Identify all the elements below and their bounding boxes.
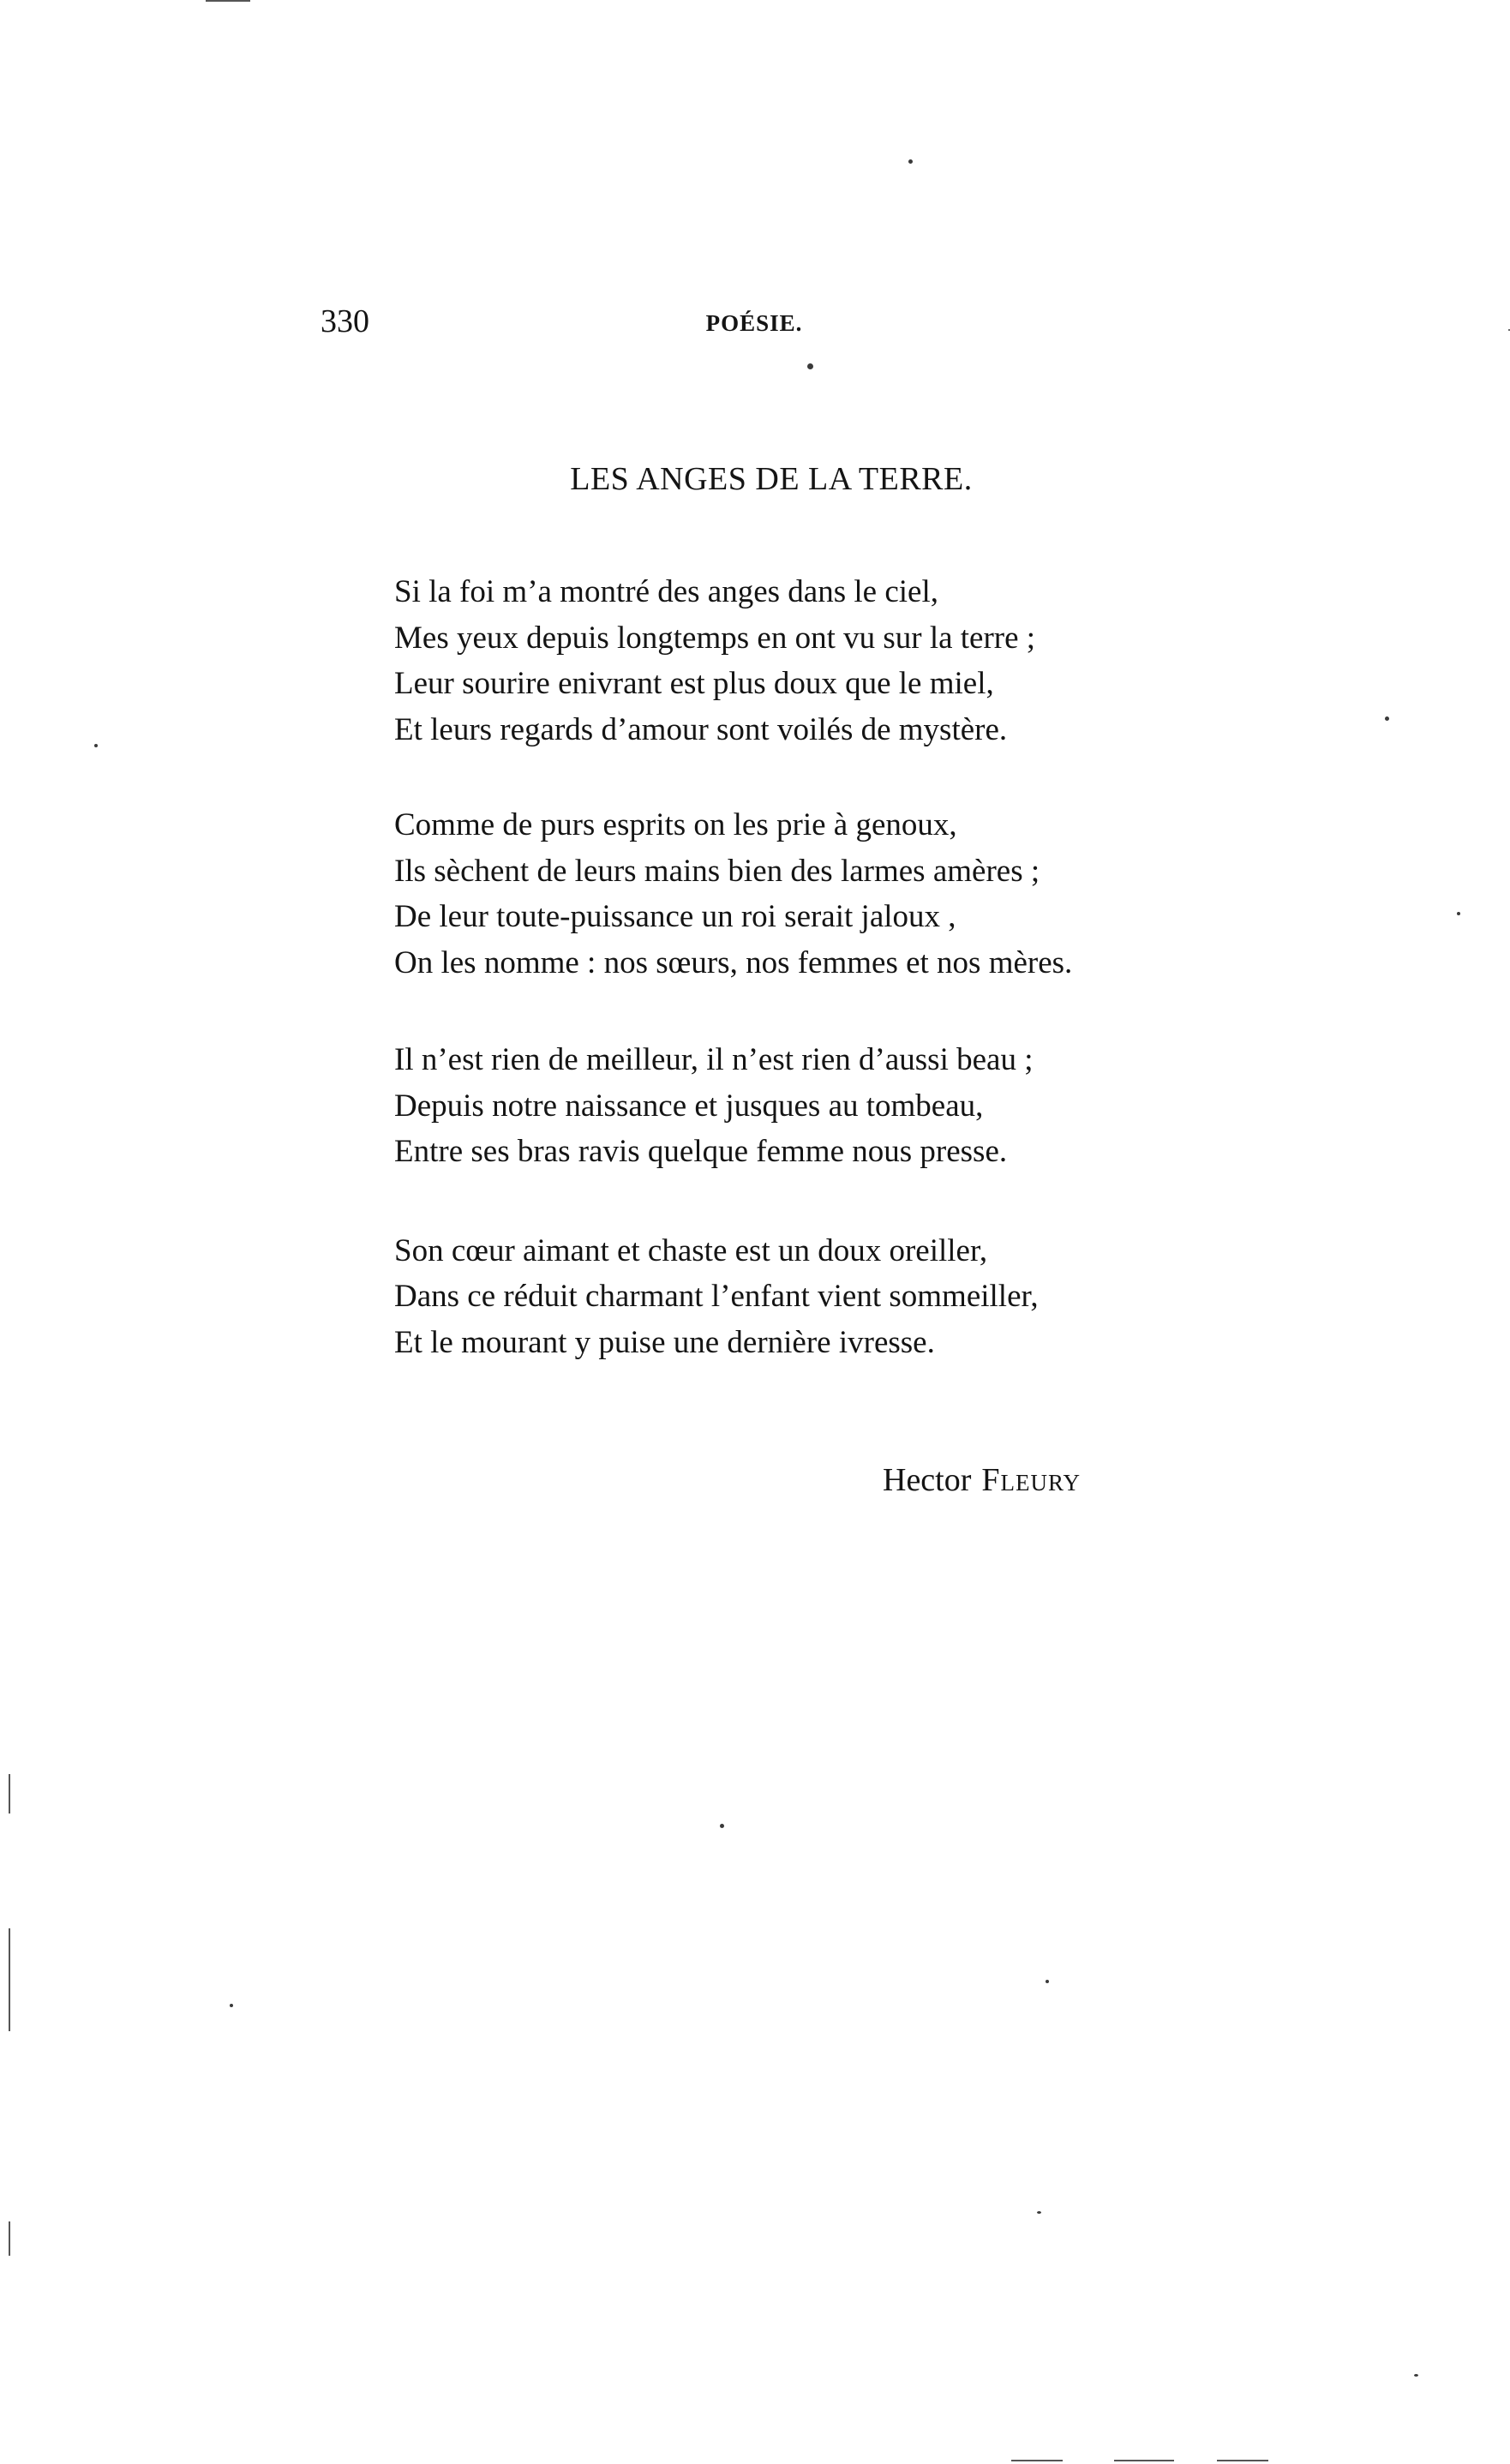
page-number: 330 — [321, 303, 369, 339]
verse-line: Et le mourant y puise une dernière ivresse. — [394, 1324, 935, 1360]
scan-speck — [720, 1824, 724, 1828]
running-head: POÉSIE. — [705, 310, 803, 336]
stanza — [394, 1228, 1251, 1366]
scan-speck — [1385, 716, 1389, 721]
verse-line: Dans ce réduit charmant l’enfant vient sommeiller, — [394, 1279, 1039, 1314]
verse-line: Ils sèchent de leurs mains bien des larmes amères ; — [394, 853, 1040, 889]
signature — [883, 1464, 1081, 1496]
verse-line: Et leurs regards d’amour sont voilés de mystère. — [394, 711, 1008, 747]
scan-speck — [230, 2004, 233, 2007]
scan-rule — [1114, 2460, 1174, 2461]
verse-line: Comme de purs esprits on les prie à genoux, — [394, 807, 957, 842]
stanza — [394, 569, 1251, 752]
verse-line: Son cœur aimant et chaste est un doux oreiller, — [394, 1232, 988, 1268]
signature-last-name: Fleury — [981, 1462, 1082, 1498]
scan-rule — [1011, 2460, 1063, 2461]
scan-speck — [1414, 2374, 1418, 2377]
verse-line: Si la foi m’a montré des anges dans le ciel, — [394, 574, 938, 609]
stanza — [394, 802, 1251, 986]
scan-speck — [94, 744, 98, 747]
verse-line: Depuis notre naissance et jusques au tombeau, — [394, 1088, 984, 1124]
scan-speck — [1457, 912, 1460, 915]
scan-speck — [908, 159, 913, 164]
scan-speck — [1037, 2211, 1041, 2214]
scan-rule — [9, 1774, 10, 1814]
poem-body — [394, 569, 1251, 1415]
scan-speck — [1046, 1980, 1049, 1983]
scan-rule — [9, 2221, 10, 2256]
scan-rule — [1217, 2460, 1268, 2461]
poem-title: LES ANGES DE LA TERRE. — [570, 461, 973, 497]
verse-line: Il n’est rien de meilleur, il n’est rien d’aussi beau ; — [394, 1042, 1034, 1077]
verse-line: Mes yeux depuis longtemps en ont vu sur la terre ; — [394, 620, 1036, 656]
verse-line: Leur sourire enivrant est plus doux que le miel, — [394, 666, 994, 701]
verse-line: Entre ses bras ravis quelque femme nous presse. — [394, 1134, 1008, 1169]
scan-speck — [807, 363, 813, 369]
signature-first-name: Hector — [883, 1462, 972, 1498]
verse-line: De leur toute-puissance un roi serait jaloux , — [394, 899, 956, 934]
scan-rule — [9, 1928, 10, 2031]
stanza — [394, 1037, 1251, 1175]
verse-line: On les nomme : nos sœurs, nos femmes et nos mères. — [394, 944, 1073, 980]
scan-rule — [206, 0, 250, 2]
